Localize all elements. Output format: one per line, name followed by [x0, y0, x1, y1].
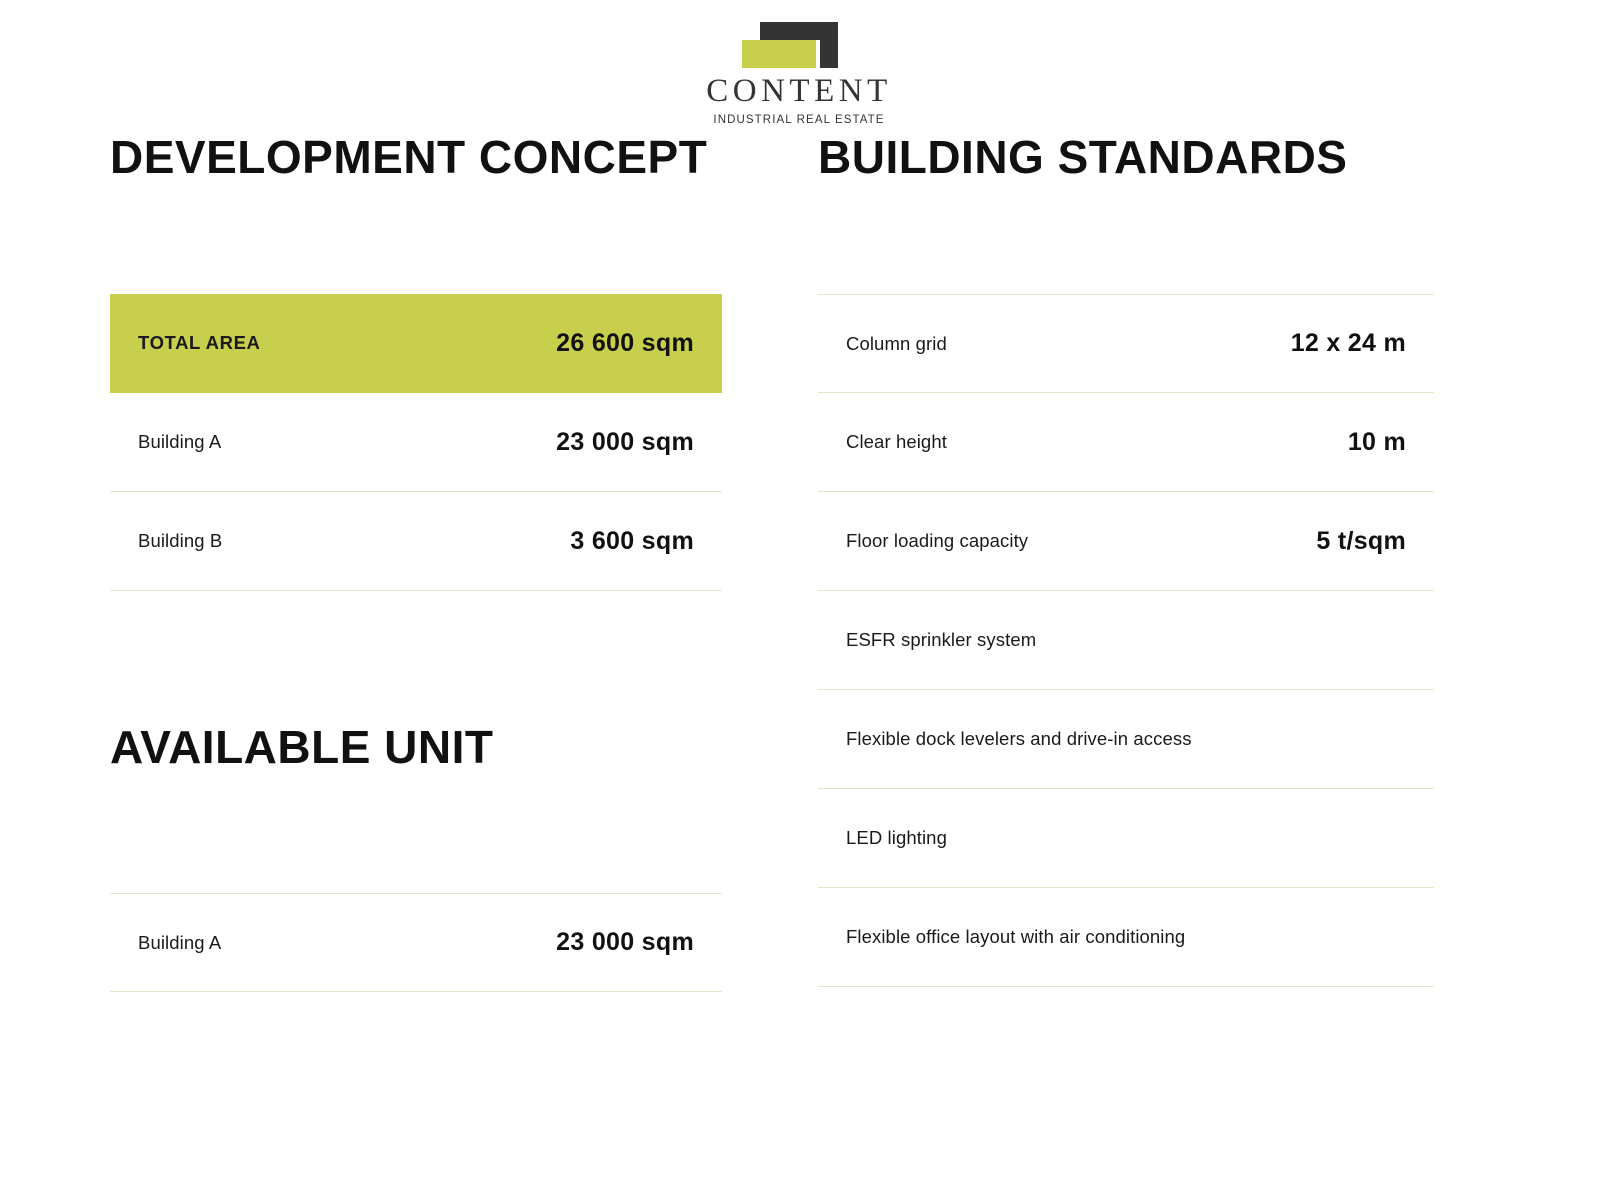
available-unit-table: [110, 893, 722, 992]
logo-wordmark: CONTENT: [706, 73, 892, 109]
table-row: [818, 591, 1434, 690]
building-standards-table: [818, 294, 1434, 987]
table-row: [110, 294, 722, 393]
table-row: [818, 492, 1434, 591]
row-label: Clear height: [846, 431, 947, 452]
row-value: 3 600 sqm: [570, 526, 694, 555]
row-value: 23 000 sqm: [556, 427, 694, 456]
logo-mark-icon: [724, 22, 874, 70]
row-label: Building B: [138, 530, 223, 551]
development-concept-title: DEVELOPMENT CONCEPT: [110, 131, 708, 183]
row-label: Flexible office layout with air conditioning: [846, 926, 1186, 947]
row-label: TOTAL AREA: [138, 332, 261, 353]
building-standards-title: BUILDING STANDARDS: [818, 131, 1348, 183]
table-row: [818, 888, 1434, 987]
available-unit-title: AVAILABLE UNIT: [110, 721, 494, 773]
table-row: [110, 393, 722, 492]
row-value: 5 t/sqm: [1316, 526, 1406, 555]
row-label: Floor loading capacity: [846, 530, 1029, 551]
table-row: [818, 690, 1434, 789]
table-row: [110, 492, 722, 591]
row-label: LED lighting: [846, 827, 947, 848]
row-value: 26 600 sqm: [556, 328, 694, 357]
logo-bar-green: [742, 40, 816, 68]
row-label: Flexible dock levelers and drive-in access: [846, 728, 1192, 749]
row-value: 10 m: [1347, 427, 1406, 456]
development-concept-table: [110, 294, 722, 591]
table-row: [818, 789, 1434, 888]
row-label: Building A: [138, 431, 222, 452]
table-row: [818, 393, 1434, 492]
company-logo: [683, 0, 915, 136]
table-row: [110, 893, 722, 992]
row-value: 23 000 sqm: [556, 928, 694, 956]
table-row: [818, 294, 1434, 393]
logo-tagline: INDUSTRIAL REAL ESTATE: [713, 114, 885, 126]
row-label: ESFR sprinkler system: [846, 629, 1037, 650]
row-label: Building A: [138, 931, 222, 953]
row-value: 12 x 24 m: [1290, 329, 1406, 357]
row-label: Column grid: [846, 332, 947, 354]
logo-bar-dark-right: [820, 22, 838, 68]
